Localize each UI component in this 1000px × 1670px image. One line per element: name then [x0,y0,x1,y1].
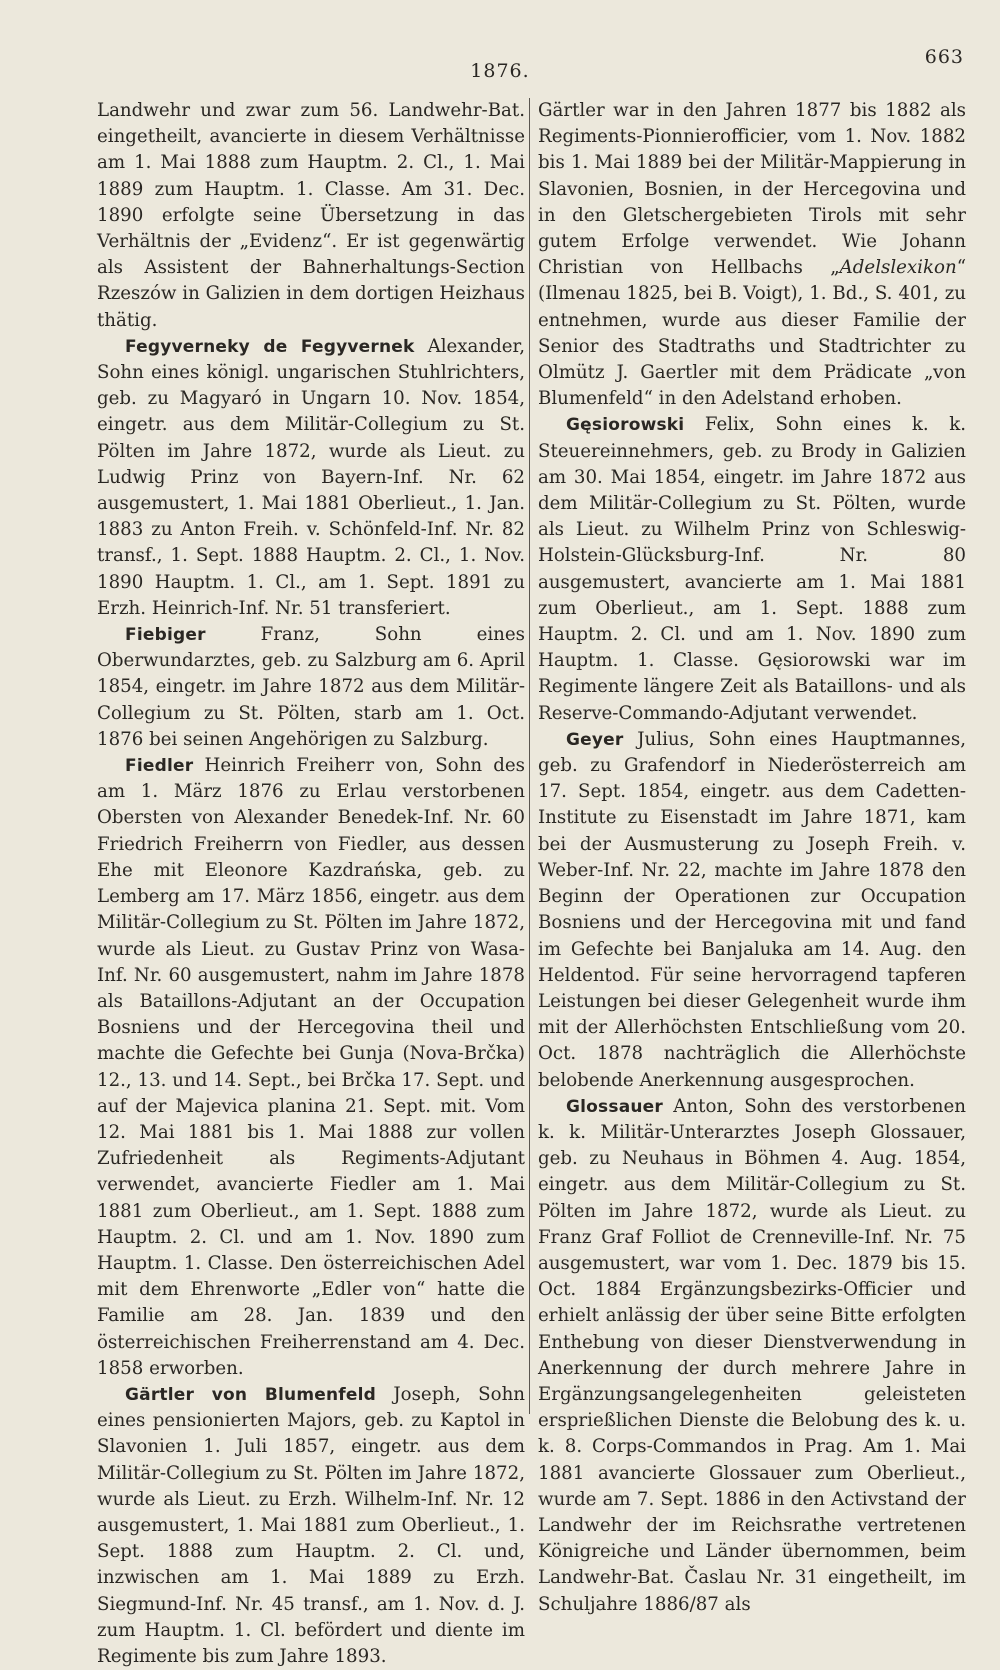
entry-name: Gärtler von Blumenfeld [125,1384,377,1405]
entry-name: Fiebiger [125,625,206,646]
right-column [538,98,966,1618]
entry-fiedler [97,753,525,1382]
entry-text: Landwehr und zwar zum 56. Landwehr-Bat. eingetheilt, avancierte in diesem Verhältnisse am 1. Mai 1888 zum Hauptm. 2. Cl., 1. Mai 1889 zum Hauptm. 1. Classe. Am 31. Dec. 1890 erfolgte seine Übersetzung in das Verhältnis der „Evidenz“. Er ist gegenwärtig als Assistent der Bahnerhaltungs-Section Rzeszów in Galizien in dem dortigen Heizhaus thätig. [97,100,525,331]
entry-text: Julius, Sohn eines Hauptmannes, geb. zu Grafendorf in Niederösterreich am 17. Sept. 1854, eingetr. aus dem Cadetten-Institute zu Eisenstadt im Jahre 1871, kam bei der Ausmusterung zu Joseph Freih. v. Weber-Inf. Nr. 22, machte im Jahre 1878 den Beginn der Operationen zur Occupation Bosniens und der Hercegovina mit und fand im Gefechte bei Banjaluka am 14. Aug. den Heldentod. Für seine hervorragend tapferen Leistungen bei dieser Gelegenheit wurde ihm mit der Allerhöchsten Entschließung vom 20. Oct. 1878 nachträglich die Allerhöchste belobende Anerkennung ausgesprochen. [538,728,966,1091]
entry-name: Fiedler [125,756,194,777]
page-number: 663 [924,46,964,68]
entry-text: “ (Ilmenau 1825, bei B. Voigt), 1. Bd., S. 401, zu entnehmen, wurde aus dieser Familie der Senior des Stadtraths und Stadtrichter zu Olmütz J. Gaertler mit dem Prädicate „von Blumenfeld“ in den Adelstand erhoben. [538,257,966,410]
running-header-year: 1876. [470,60,530,82]
entry-glossauer [538,1094,966,1618]
entry-name: Gęsiorowski [566,415,685,436]
entry-name: Geyer [566,729,624,750]
entry-gaertler [97,1382,525,1670]
entry-text: Franz, Sohn eines Oberwundarztes, geb. zu Salzburg am 6. April 1854, eingetr. im Jahre 1872 aus dem Militär-Collegium zu St. Pölten, starb am 1. Oct. 1876 bei seinen Angehörigen zu Salzburg. [97,624,525,750]
entry-text: Felix, Sohn eines k. k. Steuereinnehmers, geb. zu Brody in Galizien am 30. Mai 1854, eingetr. im Jahre 1872 aus dem Militär-Collegium zu St. Pölten, wurde als Lieut. zu Wilhelm Prinz von Schleswig-Holstein-Glücksburg-Inf. Nr. 80 ausgemustert, avancierte am 1. Mai 1881 zum Oberlieut., am 1. Sept. 1888 zum Hauptm. 2. Cl. und am 1. Nov. 1890 zum Hauptm. 1. Classe. Gęsiorowski war im Regimente längere Zeit als Bataillons- und als Reserve-Commando-Adjutant verwendet. [538,414,966,724]
entry-text: Anton, Sohn des verstorbenen k. k. Militär-Unterarztes Joseph Glossauer, geb. zu Neuhaus in Böhmen 4. Aug. 1854, eingetr. aus dem Militär-Collegium zu St. Pölten im Jahre 1872, wurde als Lieut. zu Franz Graf Folliot de Crenneville-Inf. Nr. 75 ausgemustert, war vom 1. Dec. 1879 bis 15. Oct. 1884 Ergänzungsbezirks-Officier und erhielt anlässig der über seine Bitte erfolgten Enthebung von dieser Dienstverwendung in Anerkennung der durch mehrere Jahre in Ergänzungsangelegenheiten geleisteten ersprießlichen Dienste die Belobung des k. u. k. 8. Corps-Commandos in Prag. Am 1. Mai 1881 avancierte Glossauer zum Oberlieut., wurde am 7. Sept. 1886 in den Activstand der Landwehr der im Reichsrathe vertretenen Königreiche und Länder übernommen, beim Landwehr-Bat. Časlau Nr. 31 eingetheilt, im Schuljahre 1886/87 als [538,1095,966,1615]
left-column [97,98,525,1670]
entry-gesiorowski [538,412,966,726]
column-divider [529,98,530,1414]
entry-continuation [538,98,966,412]
entry-text: Gärtler war in den Jahren 1877 bis 1882 als Regiments-Pionnierofficier, vom 1. Nov. 1882 bis 1. Mai 1889 bei der Militär-Mappierung in Slavonien, Bosnien, in der Hercegovina und in den Gletschergebieten Tirols mit sehr gutem Erfolge verwendet. Wie Johann Christian von Hellbachs „ [538,100,966,279]
entry-text: Heinrich Freiherr von, Sohn des am 1. März 1876 zu Erlau verstorbenen Obersten von Alexander Benedek-Inf. Nr. 60 Friedrich Freiherrn von Fiedler, aus dessen Ehe mit Eleonore Kazdrańska, geb. zu Lemberg am 17. März 1856, eingetr. aus dem Militär-Collegium zu St. Pölten im Jahre 1872, wurde als Lieut. zu Gustav Prinz von Wasa-Inf. Nr. 60 ausgemustert, nahm im Jahre 1878 als Bataillons-Adjutant an der Occupation Bosniens und der Hercegovina theil und machte die Gefechte bei Gunja (Nova-Brčka) 12., 13. und 14. Sept., bei Brčka 17. Sept. und auf der Majevica planina 21. Sept. mit. Vom 12. Mai 1881 bis 1. Mai 1888 zur vollen Zufriedenheit als Regiments-Adjutant verwendet, avancierte Fiedler am 1. Mai 1881 zum Oberlieut., am 1. Sept. 1888 zum Hauptm. 2. Cl. und am 1. Nov. 1890 zum Hauptm. 1. Classe. Den österreichischen Adel mit dem Ehrenworte „Edler von“ hatte die Familie am 28. Jan. 1839 und den österreichischen Freiherrenstand am 4. Dec. 1858 erworben. [97,755,525,1379]
entry-continuation [97,98,525,334]
entry-fiebiger [97,622,525,753]
entry-fegyverneky [97,334,525,622]
book-title-italic: Adelslexikon [839,257,957,279]
entry-name: Fegyverneky de Fegyvernek [125,336,415,357]
entry-text: Alexander, Sohn eines königl. ungarischen Stuhlrichters, geb. zu Magyaró in Ungarn 10. Nov. 1854, eingetr. aus dem Militär-Collegium zu St. Pölten im Jahre 1872, wurde als Lieut. zu Ludwig Prinz von Bayern-Inf. Nr. 62 ausgemustert, 1. Mai 1881 Oberlieut., 1. Jan. 1883 zu Anton Freih. v. Schönfeld-Inf. Nr. 82 transf., 1. Sept. 1888 Hauptm. 2. Cl., 1. Nov. 1890 Hauptm. 1. Cl., am 1. Sept. 1891 zu Erzh. Heinrich-Inf. Nr. 51 transferiert. [97,335,525,619]
entry-geyer [538,727,966,1094]
entry-text: Joseph, Sohn eines pensionierten Majors, geb. zu Kaptol in Slavonien 1. Juli 1857, eingetr. aus dem Militär-Collegium zu St. Pölten im Jahre 1872, wurde als Lieut. zu Erzh. Wilhelm-Inf. Nr. 12 ausgemustert, 1. Mai 1881 zum Oberlieut., 1. Sept. 1888 zum Hauptm. 2. Cl. und, inzwischen am 1. Mai 1889 zu Erzh. Siegmund-Inf. Nr. 45 transf., am 1. Nov. d. J. zum Hauptm. 1. Cl. befördert und diente im Regimente bis zum Jahre 1893. [97,1383,525,1667]
entry-name: Glossauer [566,1096,663,1117]
